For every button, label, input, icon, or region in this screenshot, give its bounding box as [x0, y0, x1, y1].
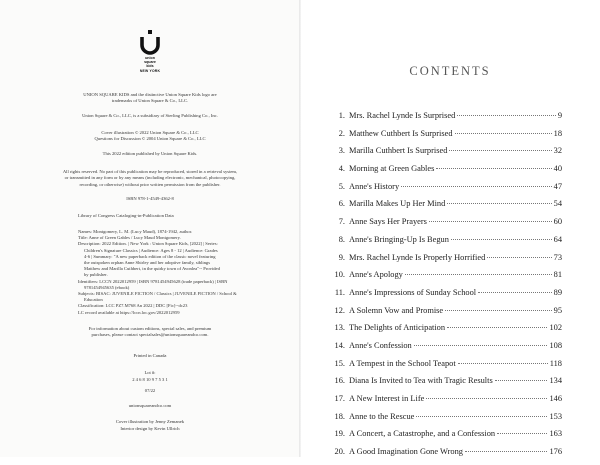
- chapter-number: 19.: [334, 429, 345, 439]
- cip-line: Identifiers: LCCN 2022012959 | ISBN 9781454945628 (trade paperback) | ISBN: [78, 278, 228, 284]
- dot-leader: [487, 257, 551, 258]
- cip-heading: Library of Congress Cataloging-in-Publication Data: [78, 213, 174, 218]
- chapter-number: 17.: [334, 394, 345, 403]
- logo-line-2: square: [144, 60, 156, 64]
- chapter-number: 1.: [338, 111, 345, 120]
- dot-leader: [495, 380, 548, 381]
- chapter-title: Morning at Green Gables: [349, 164, 435, 174]
- dot-leader: [414, 345, 548, 346]
- copyright-page: [0, 0, 300, 457]
- chapter-title: Anne to the Rescue: [349, 411, 415, 421]
- chapter-title: Marilla Cuthbert Is Surprised: [349, 146, 448, 156]
- toc-entry: [330, 164, 562, 182]
- chapter-page-number: 9: [557, 111, 562, 120]
- cip-line: Classification: LCC PZ7.M768 An 2022 | DDC [Fic]--dc23: [78, 303, 188, 309]
- book-gutter: [299, 0, 301, 457]
- chapter-page-number: 134: [549, 376, 562, 386]
- toc-entry: [330, 412, 562, 430]
- cip-line: Description: 2022 Edition. | New York : Union Square Kids, [2022] | Series:: [78, 241, 218, 247]
- chapter-page-number: 18: [553, 128, 562, 138]
- dot-leader: [405, 274, 552, 275]
- chapter-number: 5.: [338, 181, 345, 191]
- chapter-page-number: 32: [553, 146, 562, 156]
- toc-entry: [330, 447, 562, 465]
- toc-entry: [330, 323, 562, 341]
- chapter-number: 8.: [338, 234, 345, 244]
- contents-title: CONTENTS: [409, 64, 491, 78]
- toc-entry: [330, 199, 562, 217]
- dot-leader: [455, 133, 552, 134]
- chapter-number: 12.: [334, 305, 345, 315]
- credit-line: Questions for Discussion © 2004 Union Square & Co., LLC: [94, 136, 206, 142]
- chapter-title: Anne's Bringing-Up Is Begun: [349, 234, 449, 244]
- toc-entry: [330, 217, 562, 235]
- cip-line: Title: Anne of Green Gables / Lucy Maud Montgomery.: [78, 235, 181, 241]
- toc-entry: [330, 376, 562, 394]
- chapter-number: 7.: [338, 217, 345, 227]
- interior-credit: Interior design by Kevin Ullrich: [120, 426, 180, 431]
- printed-in: Printed in Canada: [133, 353, 167, 358]
- cip-line: Matthew and Marilla Cuthbert, in the quirky town of Avonlea"-- Provided: [84, 266, 220, 272]
- toc-entry: [330, 359, 562, 377]
- rights-line: or transmitted in any form or by any means (including electronic, mechanical, photocopying,: [64, 175, 236, 181]
- chapter-number: 14.: [334, 340, 345, 350]
- chapter-number: 9.: [338, 252, 345, 262]
- toc-entry: [330, 270, 562, 288]
- table-of-contents: [330, 111, 562, 465]
- trademark-line: trademarks of Union Square & Co., LLC.: [111, 98, 189, 104]
- dot-leader: [449, 150, 551, 151]
- union-square-kids-logo-icon: [139, 30, 161, 56]
- dot-leader: [445, 310, 551, 311]
- cip-line: the outspoken orphan Anne Shirley and her adoptive family, siblings: [84, 260, 211, 266]
- toc-entry: [330, 235, 562, 253]
- dot-leader: [447, 327, 547, 328]
- dot-leader: [458, 363, 548, 364]
- dot-leader: [447, 203, 551, 204]
- chapter-title: Mrs. Rachel Lynde Is Properly Horrified: [349, 252, 486, 262]
- chapter-title: The Delights of Anticipation: [349, 323, 446, 333]
- chapter-page-number: 146: [549, 394, 562, 403]
- print-line: 2 4 6 8 10 9 7 5 3 1: [132, 377, 168, 382]
- chapter-number: 3.: [338, 146, 345, 156]
- chapter-page-number: 81: [553, 270, 562, 280]
- custom-editions-line: For information about custom editions, special sales, and premium: [88, 326, 212, 331]
- logo-city: NEW YORK: [139, 69, 161, 73]
- chapter-title: Mrs. Rachel Lynde Is Surprised: [349, 111, 456, 120]
- cip-data: [78, 229, 238, 316]
- toc-entry: [330, 111, 562, 129]
- chapter-page-number: 102: [549, 323, 562, 333]
- chapter-page-number: 47: [553, 181, 562, 191]
- dot-leader: [426, 398, 547, 399]
- chapter-page-number: 108: [549, 340, 562, 350]
- chapter-number: 6.: [338, 199, 345, 209]
- chapter-page-number: 153: [549, 411, 562, 421]
- rights-line: All rights reserved. No part of this publication may be reproduced, stored in a retrieval system,: [62, 169, 238, 174]
- toc-entry: [330, 253, 562, 271]
- cip-line: by publisher.: [84, 272, 108, 278]
- cip-line: Children's Signature Classics | Audience: Ages 8 - 12 | Audience: Grades: [84, 247, 218, 253]
- chapter-page-number: 95: [553, 305, 562, 315]
- chapter-page-number: 163: [549, 429, 562, 439]
- chapter-title: A Concert, a Catastrophe, and a Confession: [349, 429, 496, 439]
- chapter-page-number: 64: [553, 234, 562, 244]
- chapter-title: Anne's Impressions of Sunday School: [349, 287, 477, 297]
- chapter-number: 11.: [334, 287, 345, 297]
- chapter-title: Diana Is Invited to Tea with Tragic Results: [349, 376, 493, 386]
- chapter-title: Anne's Confession: [349, 340, 412, 350]
- chapter-title: A Solemn Vow and Promise: [349, 305, 444, 315]
- toc-entry: [330, 182, 562, 200]
- logo-line-1: union: [145, 56, 155, 60]
- dot-leader: [465, 451, 547, 452]
- toc-entry: [330, 341, 562, 359]
- chapter-title: Marilla Makes Up Her Mind: [349, 199, 446, 209]
- chapter-page-number: 73: [553, 252, 562, 262]
- chapter-page-number: 40: [553, 164, 562, 174]
- chapter-page-number: 118: [549, 358, 562, 368]
- illustration-credits: [0, 130, 300, 143]
- chapter-number: 15.: [334, 358, 345, 368]
- chapter-page-number: 89: [553, 287, 562, 297]
- publisher-logo: [133, 30, 167, 73]
- toc-entry: [330, 429, 562, 447]
- credit-line: Cover illustration © 2022 Union Square & Co., LLC: [101, 130, 199, 135]
- dot-leader: [401, 186, 551, 187]
- cip-line: 4-6 | Summary: "A new paperback edition of the classic novel featuring: [84, 253, 216, 259]
- custom-editions-notice: [0, 326, 300, 339]
- chapter-page-number: 54: [553, 199, 562, 209]
- cover-credit: Cover illustration by Jenny Zemanek: [115, 419, 185, 424]
- chapter-title: A Tempest in the School Teapot: [349, 358, 456, 368]
- trademark-notice: [0, 92, 300, 105]
- dot-leader: [429, 221, 552, 222]
- cip-line: 9781454945635 (ebook): [84, 284, 130, 290]
- cip-line: Subjects: BISAC: JUVENILE FICTION / Classics | JUVENILE FICTION / School &: [78, 291, 237, 297]
- toc-entry: [330, 306, 562, 324]
- chapter-title: Matthew Cuthbert Is Surprised: [349, 128, 453, 138]
- chapter-title: Anne's History: [349, 181, 400, 191]
- subsidiary-notice: Union Square & Co., LLC, is a subsidiary of Sterling Publishing Co., Inc.: [82, 113, 218, 118]
- edition-notice: This 2022 edition published by Union Square Kids.: [102, 151, 198, 156]
- logo-line-3: kids: [146, 64, 154, 68]
- chapter-number: 16.: [334, 376, 345, 386]
- dot-leader: [436, 168, 551, 169]
- dot-leader: [478, 292, 551, 293]
- dot-leader: [497, 433, 547, 434]
- toc-entry: [330, 288, 562, 306]
- chapter-title: Anne's Apology: [349, 270, 403, 280]
- toc-entry: [330, 146, 562, 164]
- dot-leader: [457, 115, 556, 116]
- lot-number: Lot #:: [144, 370, 156, 375]
- trademark-line: UNION SQUARE KIDS and the distinctive Union Square Kids logo are: [83, 92, 217, 97]
- custom-editions-line: purchases, please contact specialsales@unionsquareandco.com.: [91, 332, 209, 338]
- dot-leader: [416, 416, 547, 417]
- chapter-number: 20.: [334, 447, 345, 457]
- chapter-number: 2.: [338, 128, 345, 138]
- cip-line: LC record available at https://lccn.loc.gov/2022012959: [78, 309, 180, 315]
- chapter-number: 13.: [334, 323, 345, 333]
- chapter-title: A New Interest in Life: [349, 394, 425, 403]
- cip-line: Names: Montgomery, L. M. (Lucy Maud), 1874-1942, author.: [78, 229, 193, 234]
- dot-leader: [451, 239, 552, 240]
- chapter-number: 18.: [334, 411, 345, 421]
- toc-entry: [330, 394, 562, 412]
- chapter-number: 10.: [334, 270, 345, 280]
- rights-notice: [0, 169, 300, 188]
- print-date: 07/22: [144, 388, 156, 393]
- isbn: ISBN 978-1-4549-4362-8: [126, 196, 174, 201]
- rights-line: recording, or otherwise) without prior written permission from the publisher.: [79, 181, 221, 187]
- chapter-page-number: 60: [553, 217, 562, 227]
- chapter-number: 4.: [338, 164, 345, 174]
- chapter-page-number: 176: [549, 447, 562, 457]
- toc-entry: [330, 129, 562, 147]
- chapter-title: Anne Says Her Prayers: [349, 217, 427, 227]
- publisher-website: unionsquareandco.com: [128, 403, 172, 408]
- cip-line: Education: [84, 297, 103, 303]
- chapter-title: A Good Imagination Gone Wrong: [349, 447, 463, 457]
